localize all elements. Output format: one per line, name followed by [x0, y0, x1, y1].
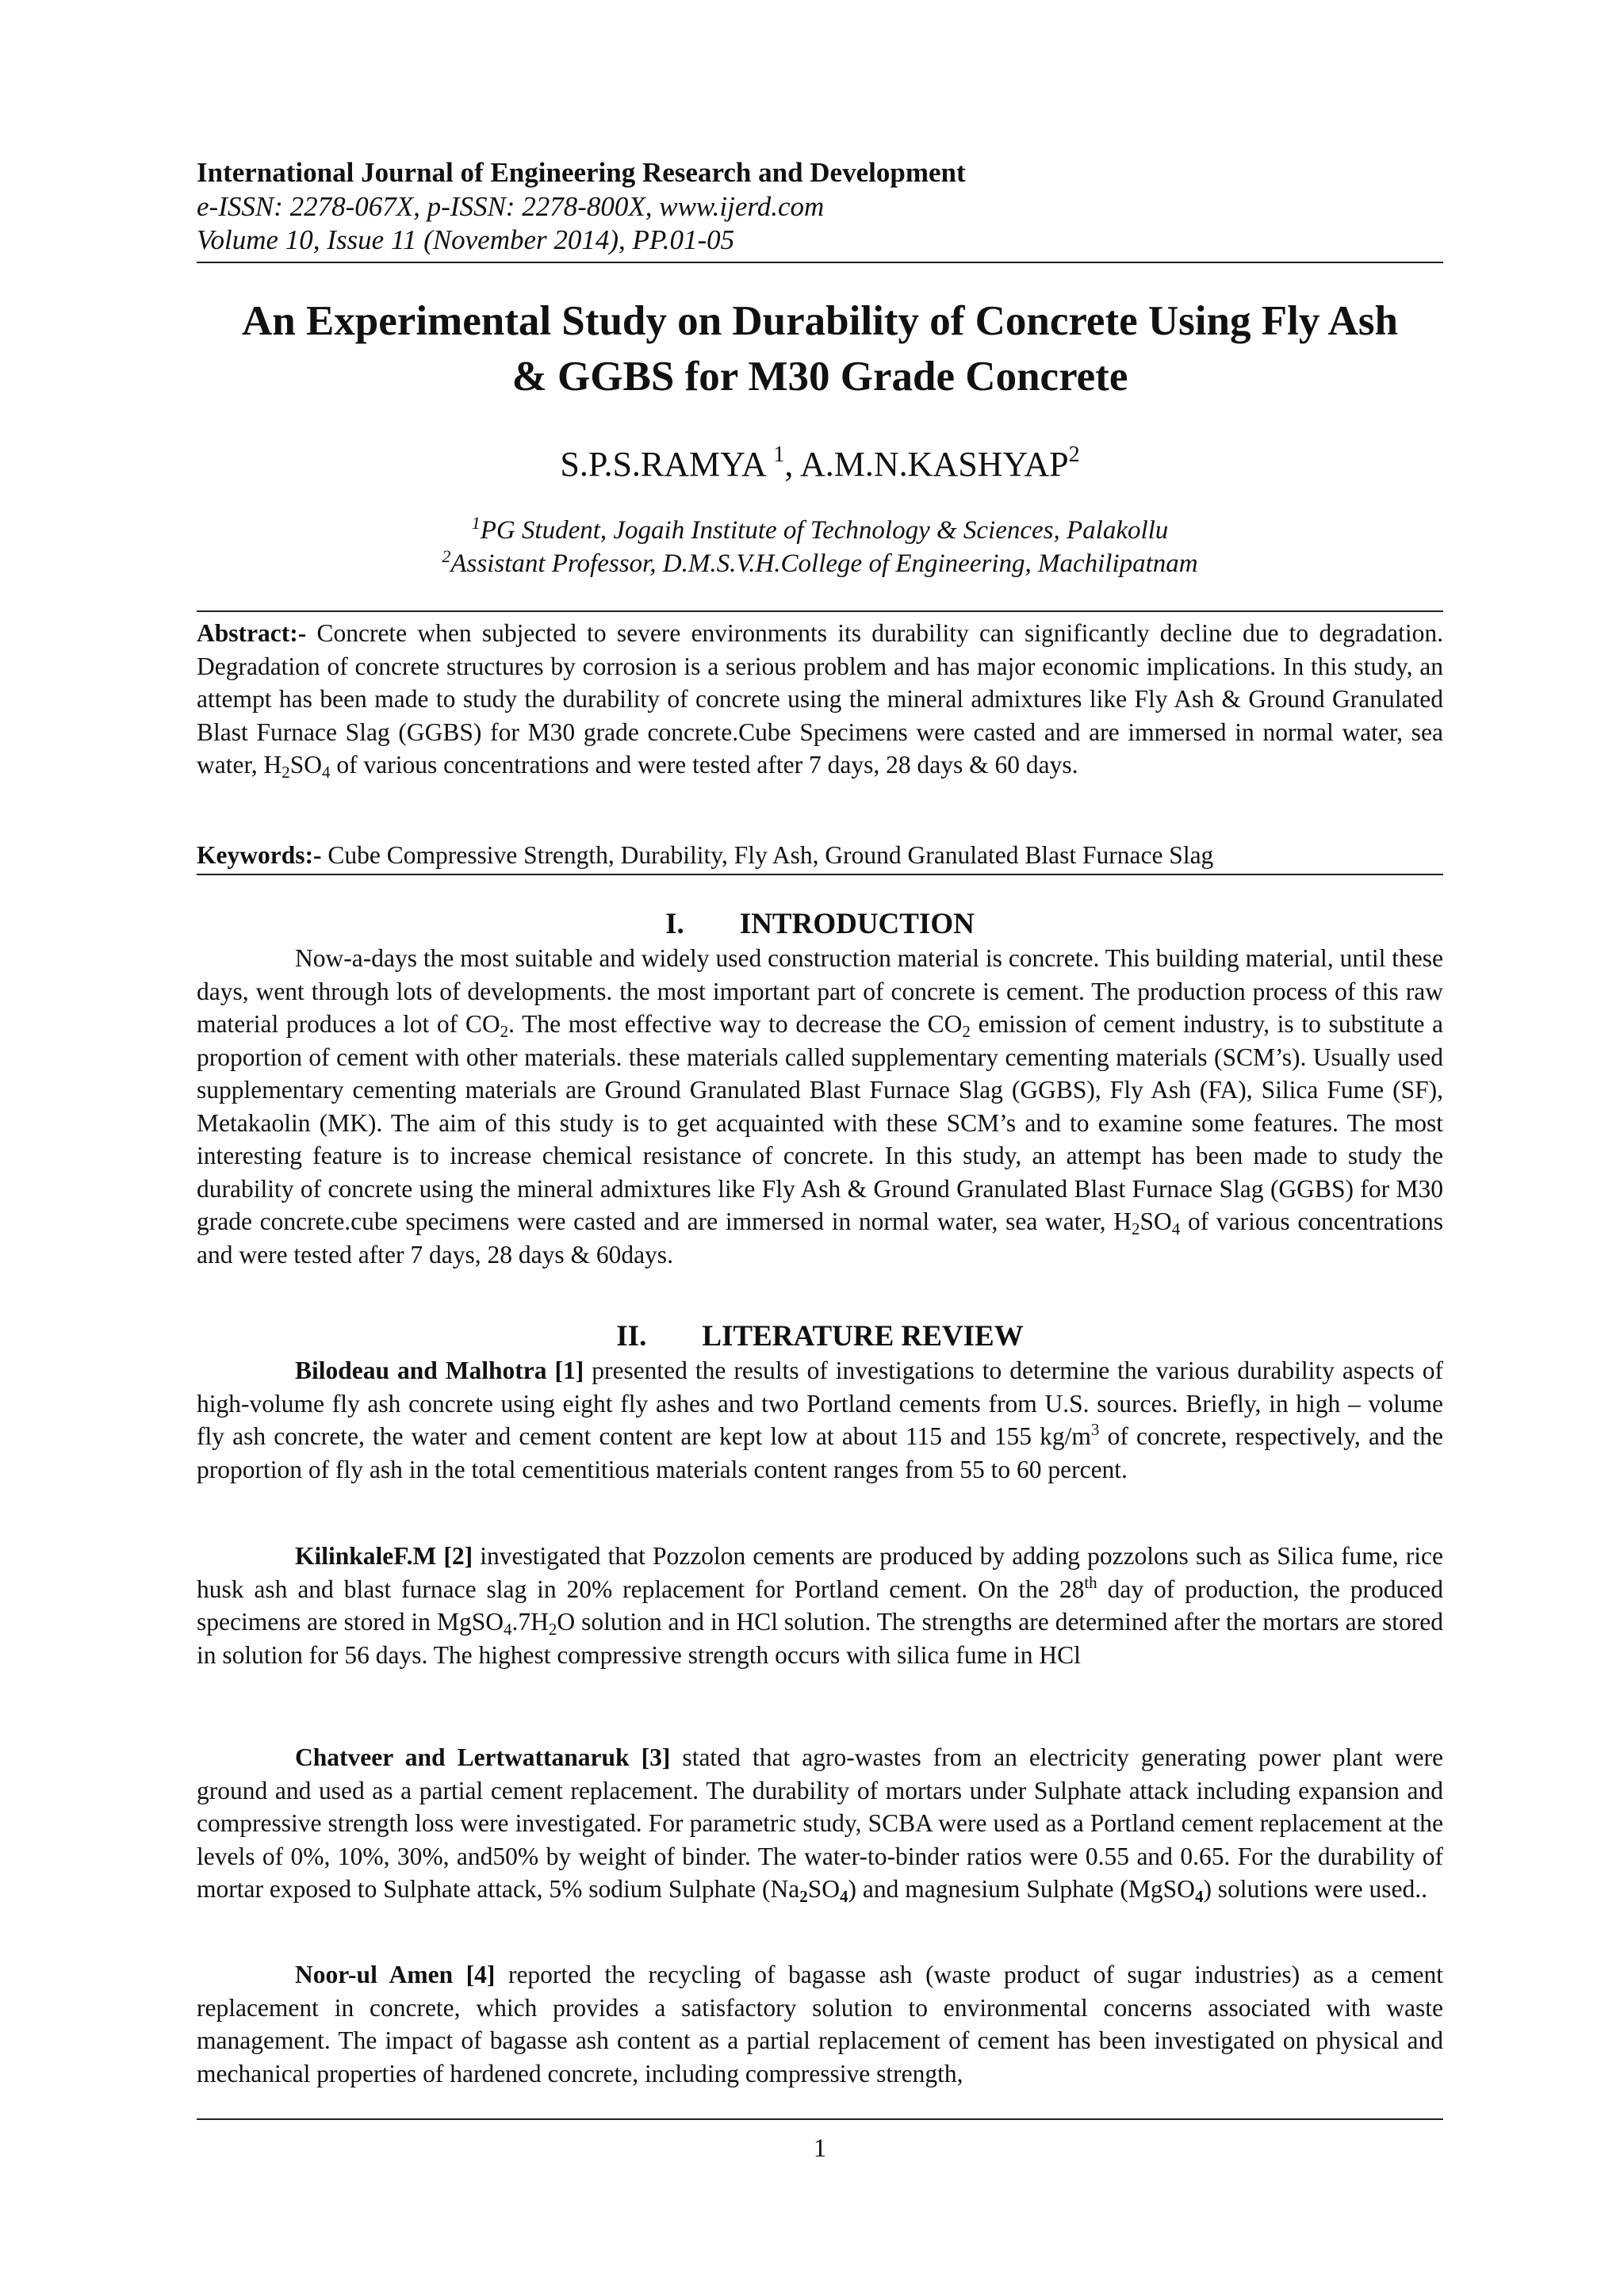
section-title: INTRODUCTION	[739, 908, 975, 940]
intro-text: of various concentrations and were tested after 7 days, 28 days & 60days.	[197, 1207, 1443, 1269]
paragraph-text: investigated that Pozzolon cements are produced by adding pozzolons such as Silica fume, rice husk ash and blast furnace slag in 20% replacement for Portland cement. On the 28	[197, 1542, 1443, 1603]
author-2: A.M.N.KASHYAP	[799, 445, 1069, 484]
paragraph-text: SO	[807, 1875, 840, 1903]
journal-volume: Volume 10, Issue 11 (November 2014), PP.01-05	[197, 224, 735, 255]
abstract	[197, 617, 1443, 782]
intro-text: SO	[1139, 1207, 1172, 1235]
subscript: 2	[500, 1022, 509, 1041]
section-heading-literature-review	[197, 1319, 1443, 1354]
subscript: 4	[1194, 1887, 1204, 1906]
citation-author: Noor-ul Amen [4]	[295, 1961, 496, 1988]
keywords-label: Keywords:-	[197, 841, 322, 869]
subscript: 4	[321, 763, 331, 782]
abstract-text-cont: SO	[289, 751, 322, 779]
page-number: 1	[813, 2134, 827, 2163]
paragraph-text: O solution and in HCl solution. The strengths are determined after the mortars are stored in solution for 56 days. The highest compressive strength occurs with silica fume in HCl	[197, 1608, 1443, 1669]
subscript: 2	[282, 763, 290, 782]
affiliation-1	[197, 514, 1443, 547]
section-heading-introduction	[197, 907, 1443, 942]
journal-header	[197, 155, 1443, 257]
literature-paragraph-4	[197, 1958, 1443, 2090]
keywords-text: Cube Compressive Strength, Durability, Fly Ash, Ground Granulated Blast Furnace Slag	[321, 841, 1214, 869]
citation-author: Chatveer and Lertwattanaruk [3]	[295, 1743, 671, 1771]
keywords-bottom-rule	[197, 874, 1443, 875]
paragraph-text: ) and magnesium Sulphate (MgSO	[848, 1875, 1195, 1903]
author-separator: ,	[784, 445, 800, 484]
abstract-text-end: of various concentrations and were tested after 7 days, 28 days & 60 days.	[330, 751, 1078, 779]
abstract-label: Abstract:-	[197, 619, 307, 647]
paragraph-text: stated that agro-wastes from an electricity generating power plant were ground and used as a partial cement replacement. The durability of mortars under Sulphate attack including expansion and compressive strength loss were investigated. For parametric study, SCBA were used as a Portland cement replacement at the levels of 0%, 10%, 30%, and50% by weight of binder. The water-to-binder ratios were 0.55 and 0.65. For the durability of mortar exposed to Sulphate attack, 5% sodium Sulphate (Na	[197, 1743, 1443, 1903]
subscript: 2	[548, 1620, 557, 1639]
intro-text: . The most effective way to decrease the CO	[508, 1010, 963, 1038]
subscript: 4	[839, 1887, 848, 1906]
citation-author: Bilodeau and Malhotra [1]	[295, 1357, 584, 1384]
superscript: 3	[1090, 1420, 1100, 1439]
introduction-paragraph	[197, 942, 1443, 1271]
affiliation-2	[197, 547, 1443, 580]
paragraph-text: day of production, the produced specimens are stored in MgSO	[197, 1575, 1443, 1636]
subscript: 2	[962, 1022, 971, 1041]
journal-name: International Journal of Engineering Research and Development	[197, 157, 966, 188]
section-title: LITERATURE REVIEW	[702, 1320, 1024, 1353]
author-1: S.P.S.RAMYA	[560, 445, 774, 484]
footer-rule	[197, 2118, 1443, 2120]
paragraph-text: reported the recycling of bagasse ash (waste product of sugar industries) as a cement replacement in concrete, which provides a satisfactory solution to environmental concerns associated with waste management. The impact of bagasse ash content as a partial replacement of cement has been investigated on physical and mechanical properties of hardened concrete, including compressive strength,	[197, 1961, 1443, 2087]
header-rule	[197, 262, 1443, 263]
section-number: II.	[616, 1320, 647, 1353]
author-1-affil-mark: 1	[773, 442, 785, 467]
literature-paragraph-3	[197, 1741, 1443, 1906]
paragraph-text: of concrete, respectively, and the proportion of fly ash in the total cementitious materials content ranges from 55 to 60 percent.	[197, 1422, 1443, 1483]
subscript: 4	[504, 1620, 512, 1639]
affiliation-2-mark: 2	[442, 546, 451, 566]
author-2-affil-mark: 2	[1068, 442, 1080, 467]
abstract-text: Concrete when subjected to severe environments its durability can significantly decline due to degradation. Degradation of concrete structures by corrosion is a serious problem and has major economic implications. In this study, an attempt has been made to study the durability of concrete using the mineral admixtures like Fly Ash & Ground Granulated Blast Furnace Slag (GGBS) for M30 grade concrete.Cube Specimens were casted and are immersed in normal water, sea water, H	[197, 619, 1443, 779]
affiliations	[197, 514, 1443, 580]
paragraph-text: ) solutions were used..	[1203, 1875, 1428, 1903]
affiliation-1-text: PG Student, Jogaih Institute of Technology & Sciences, Palakollu	[480, 516, 1169, 545]
subscript: 2	[1132, 1219, 1140, 1238]
title-line-2: & GGBS for M30 Grade Concrete	[511, 354, 1128, 400]
subscript: 4	[1171, 1219, 1181, 1238]
superscript: th	[1084, 1572, 1097, 1592]
paragraph-text: presented the results of investigations to determine the various durability aspects of high-volume fly ash concrete using eight fly ashes and two Portland cements from U.S. sources. Briefly, in high – volume fly ash concrete, the water and cement content are kept low at about 115 and 155 kg/m	[197, 1357, 1444, 1450]
literature-paragraph-1	[197, 1354, 1443, 1486]
affiliation-2-text: Assistant Professor, D.M.S.V.H.College of Engineering, Machilipatnam	[450, 549, 1198, 578]
affiliation-1-mark: 1	[471, 513, 481, 533]
intro-text: Now-a-days the most suitable and widely used construction material is concrete. This building material, until these days, went through lots of developments. the most important part of concrete is cement. The production process of this raw material produces a lot of CO	[197, 944, 1443, 1038]
subscript: 2	[799, 1887, 808, 1906]
journal-issn: e-ISSN: 2278-067X, p-ISSN: 2278-800X, www.ijerd.com	[197, 191, 825, 222]
literature-paragraph-2	[197, 1540, 1443, 1671]
section-number: I.	[665, 908, 684, 940]
author-list	[197, 442, 1443, 487]
paper-title	[197, 293, 1443, 404]
keywords	[197, 839, 1443, 872]
citation-author: KilinkaleF.M [2]	[295, 1542, 473, 1570]
paragraph-text: .7H	[511, 1608, 549, 1636]
title-line-1: An Experimental Study on Durability of Concrete Using Fly Ash	[241, 298, 1399, 344]
intro-text: emission of cement industry, is to substitute a proportion of cement with other materials. these materials called supplementary cementing materials (SCM’s). Usually used supplementary cementing materials are Ground Granulated Blast Furnace Slag (GGBS), Fly Ash (FA), Silica Fume (SF), Metakaolin (MK). The aim of this study is to get acquainted with these SCM’s and to examine some features. The most interesting feature is to increase chemical resistance of concrete. In this study, an attempt has been made to study the durability of concrete using the mineral admixtures like Fly Ash & Ground Granulated Blast Furnace Slag (GGBS) for M30 grade concrete.cube specimens were casted and are immersed in normal water, sea water, H	[197, 1010, 1443, 1235]
abstract-top-rule	[197, 610, 1443, 612]
